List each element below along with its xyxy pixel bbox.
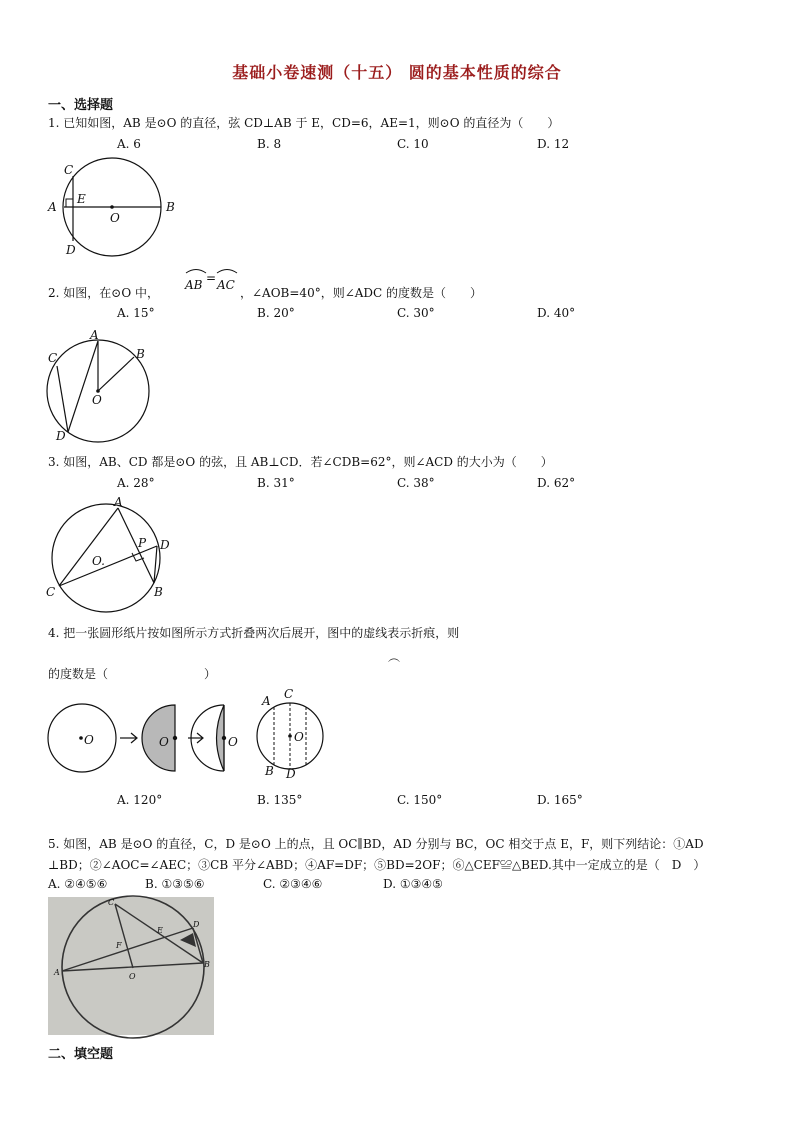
question-5-option-c: C. ②③④⑥: [263, 877, 323, 891]
q2-label-a: A: [90, 328, 99, 342]
question-3-option-d: D. 62°: [537, 476, 576, 490]
q3-label-o: O.: [92, 554, 105, 568]
question-2-stem-prefix: 2. 如图，在⊙O 中，: [48, 286, 159, 300]
q1-label-e: E: [77, 192, 86, 206]
question-4-option-a: A. 120°: [117, 793, 163, 807]
question-5-stem-line2: ⊥BD；②∠AOC=∠AEC；③CB 平分∠ABD；④AF=DF；⑤BD=2OF；⑥△CEF≌△BED.其中一定成立的是（ D ）: [48, 858, 706, 872]
question-4-arc-mark: ︵: [388, 650, 401, 664]
question-3-option-b: B. 31°: [257, 476, 295, 490]
question-2-option-b: B. 20°: [257, 306, 295, 320]
q4-label-c: C: [284, 687, 294, 701]
q1-label-b: B: [166, 200, 175, 214]
arc-equal-sign: =: [206, 271, 217, 285]
question-1-option-b: B. 8: [257, 137, 282, 151]
q4-label-b: B: [265, 764, 274, 778]
question-2-option-d: D. 40°: [537, 306, 576, 320]
question-1-option-c: C. 10: [397, 137, 429, 151]
q4-label-d: D: [286, 767, 296, 781]
q5-label-d: D: [193, 920, 200, 929]
q5-label-c: C: [108, 898, 115, 907]
q1-label-o: O: [110, 211, 120, 225]
q1-label-d: D: [66, 243, 76, 257]
question-5-option-b: B. ①③⑤⑥: [145, 877, 205, 891]
q4-label-o-4: O: [294, 730, 304, 744]
question-4-option-b: B. 135°: [257, 793, 303, 807]
q5-label-o: O: [129, 972, 136, 981]
section-heading-fill: 二、填空题: [48, 1047, 114, 1062]
question-3-stem: 3. 如图，AB、CD 都是⊙O 的弦，且 AB⊥CD．若∠CDB=62°，则∠ACD 的大小为（ ）: [48, 455, 553, 469]
question-2-option-a: A. 15°: [117, 306, 155, 320]
question-2-option-c: C. 30°: [397, 306, 435, 320]
q5-label-e: E: [157, 926, 163, 935]
q2-label-o: O: [92, 393, 102, 407]
question-2-stem-suffix: ，∠AOB=40°，则∠ADC 的度数是（ ）: [240, 286, 483, 300]
q5-label-f: F: [116, 941, 122, 950]
q1-label-c: C: [64, 163, 74, 177]
q5-label-a: A: [54, 968, 60, 977]
q5-shaded-angle: [180, 933, 196, 947]
q3-label-b: B: [154, 585, 163, 599]
question-3-option-a: A. 28°: [117, 476, 155, 490]
question-1-option-d: D. 12: [537, 137, 570, 151]
question-4-option-d: D. 165°: [537, 793, 583, 807]
question-4-option-c: C. 150°: [397, 793, 443, 807]
arc-ac-label: AC: [217, 278, 235, 292]
question-1-option-a: A. 6: [117, 137, 141, 151]
question-5-option-a: A. ②④⑤⑥: [48, 877, 108, 891]
question-1-stem: 1. 已知如图，AB 是⊙O 的直径，弦 CD⊥AB 于 E，CD=6，AE=1，则⊙O 的直径为（ ）: [48, 116, 560, 130]
q2-label-d: D: [56, 429, 66, 443]
arc-ab-label: AB: [185, 278, 203, 292]
question-5-option-d: D. ①③④⑤: [383, 877, 443, 891]
question-3-option-c: C. 38°: [397, 476, 435, 490]
q2-label-c: C: [48, 351, 58, 365]
section-heading-choice: 一、选择题: [48, 98, 114, 113]
q3-label-a: A: [114, 495, 123, 509]
q4-label-o-1: O: [84, 733, 94, 747]
q4-label-a: A: [262, 694, 271, 708]
q4-label-o-3: O: [228, 735, 238, 749]
q3-label-p: P: [138, 536, 147, 550]
q5-label-b: B: [204, 960, 210, 969]
question-4-stem-cont: 的度数是（ ）: [48, 667, 217, 681]
q2-label-b: B: [136, 347, 145, 361]
question-4-stem: 4. 把一张圆形纸片按如图所示方式折叠两次后展开，图中的虚线表示折痕，则: [48, 626, 460, 640]
question-5-stem-line1: 5. 如图，AB 是⊙O 的直径，C，D 是⊙O 上的点，且 OC∥BD，AD 分别与 BC，OC 相交于点 E，F，则下列结论：①AD: [48, 837, 704, 851]
q1-label-a: A: [48, 200, 57, 214]
q3-label-d: D: [160, 538, 170, 552]
q3-label-c: C: [46, 585, 56, 599]
q4-label-o-2: O: [159, 735, 169, 749]
page-title: 基础小卷速测（十五） 圆的基本性质的综合: [232, 63, 562, 82]
